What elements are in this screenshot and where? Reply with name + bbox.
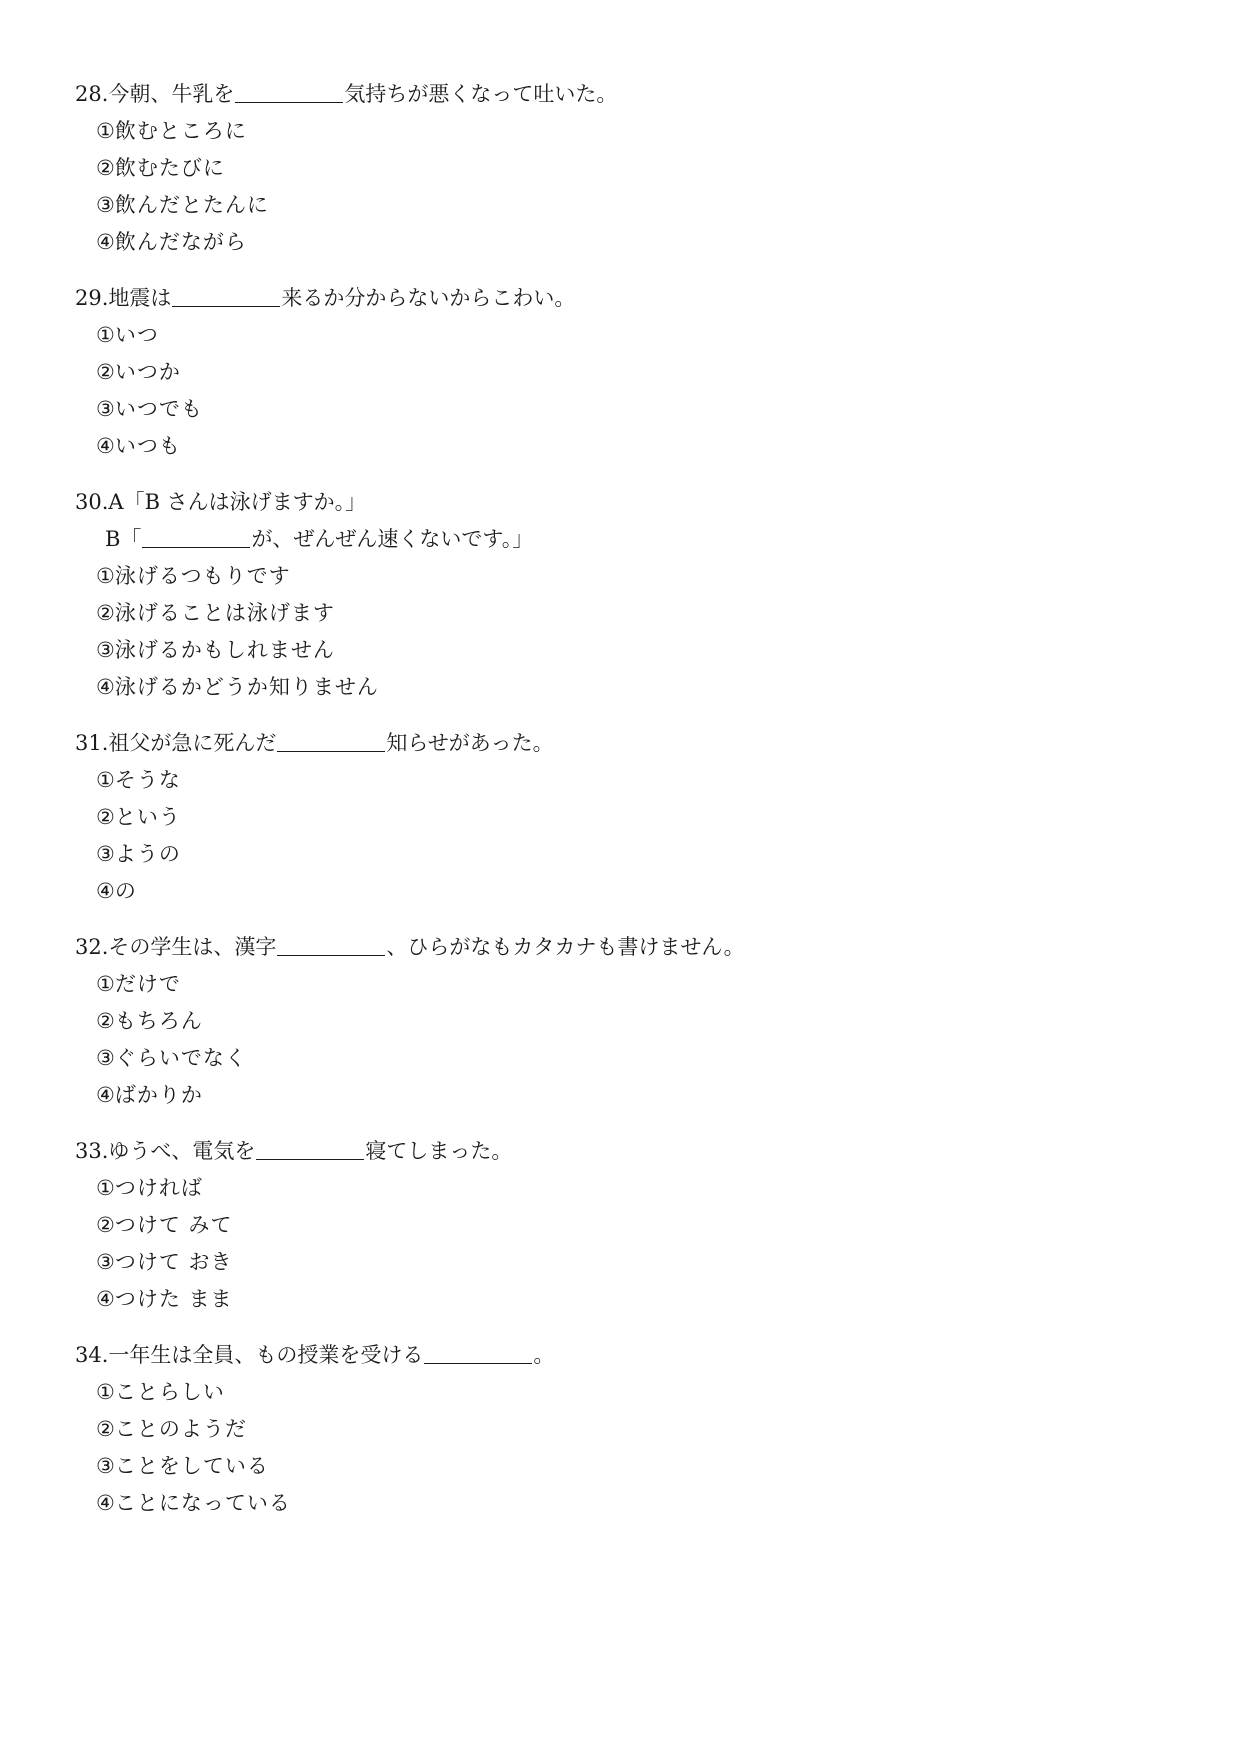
- question-30: [75, 484, 1175, 706]
- answer-blank: [277, 725, 385, 752]
- option-mark: ④: [96, 434, 115, 458]
- option-1: [75, 317, 1175, 354]
- answer-blank: [235, 76, 343, 103]
- option-2: [75, 1411, 1175, 1448]
- question-number: 31.: [75, 731, 109, 755]
- stem-after-blank: 気持ちが悪くなって吐いた。: [344, 82, 618, 106]
- option-mark: ②: [96, 601, 115, 625]
- option-text: だけで: [114, 972, 181, 996]
- stem-before-blank: その学生は、漢字: [108, 935, 277, 959]
- question-number: 34.: [75, 1343, 109, 1367]
- question-stem: [75, 484, 1175, 521]
- option-text: 飲むところに: [114, 119, 247, 143]
- question-stem: [75, 1133, 1175, 1170]
- question-stem: [75, 725, 1175, 762]
- option-mark: ②: [96, 1009, 115, 1033]
- option-2: [75, 354, 1175, 391]
- option-text: 飲んだながら: [114, 230, 247, 254]
- option-2: [75, 150, 1175, 187]
- option-1: [75, 1374, 1175, 1411]
- question-number: 29.: [75, 286, 109, 310]
- option-mark: ③: [96, 193, 115, 217]
- option-text: という: [114, 805, 181, 829]
- option-4: [75, 873, 1175, 910]
- option-mark: ②: [96, 805, 115, 829]
- option-text: ばかりか: [114, 1083, 203, 1107]
- option-text: いつでも: [114, 397, 203, 421]
- option-mark: ②: [96, 1417, 115, 1441]
- option-4: [75, 1281, 1175, 1318]
- question-stem: [75, 280, 1175, 317]
- option-1: [75, 966, 1175, 1003]
- option-mark: ①: [96, 564, 115, 588]
- option-3: [75, 632, 1175, 669]
- answer-blank: [172, 280, 280, 307]
- option-text: の: [114, 879, 137, 903]
- option-mark: ①: [96, 768, 115, 792]
- option-4: [75, 224, 1175, 261]
- option-text: つけた まま: [114, 1287, 233, 1311]
- option-text: いつ: [114, 323, 159, 347]
- option-mark: ③: [96, 1250, 115, 1274]
- option-text: ようの: [114, 842, 181, 866]
- option-mark: ④: [96, 1491, 115, 1515]
- option-mark: ①: [96, 1380, 115, 1404]
- option-mark: ①: [96, 972, 115, 996]
- option-text: 泳げることは泳げます: [114, 601, 335, 625]
- worksheet: [75, 76, 1175, 1541]
- option-mark: ①: [96, 119, 115, 143]
- question-number: 28.: [75, 82, 109, 106]
- stem-after-blank: 寝てしまった。: [365, 1139, 513, 1163]
- stem-after-blank: 来るか分からないからこわい。: [281, 286, 576, 310]
- question-stem: [75, 76, 1175, 113]
- option-text: つけて おき: [114, 1250, 233, 1274]
- option-mark: ①: [96, 323, 115, 347]
- question-31: [75, 725, 1175, 910]
- option-text: もちろん: [114, 1009, 203, 1033]
- option-2: [75, 1003, 1175, 1040]
- option-3: [75, 1040, 1175, 1077]
- question-34: [75, 1337, 1175, 1522]
- option-text: ことのようだ: [114, 1417, 247, 1441]
- question-number: 33.: [75, 1139, 109, 1163]
- stem-after-blank: 知らせがあった。: [386, 731, 554, 755]
- stem-before-blank: 今朝、牛乳を: [108, 82, 235, 106]
- dialogue-line-a: A「B さんは泳げますか。」: [108, 490, 367, 514]
- question-28: [75, 76, 1175, 261]
- answer-blank: [142, 521, 250, 548]
- option-text: いつか: [114, 360, 181, 384]
- option-3: [75, 187, 1175, 224]
- option-2: [75, 595, 1175, 632]
- stem-after-blank: が、ぜんぜん速くないです。」: [251, 527, 534, 551]
- option-mark: ④: [96, 230, 115, 254]
- question-33: [75, 1133, 1175, 1318]
- option-mark: ④: [96, 1287, 115, 1311]
- stem-before-blank: ゆうべ、電気を: [108, 1139, 256, 1163]
- option-mark: ②: [96, 156, 115, 180]
- option-mark: ④: [96, 1083, 115, 1107]
- dialogue-line-b: [75, 521, 1175, 558]
- option-mark: ③: [96, 842, 115, 866]
- option-3: [75, 1448, 1175, 1485]
- option-mark: ②: [96, 360, 115, 384]
- stem-after-blank: 、ひらがなもカタカナも書けません。: [386, 935, 745, 959]
- answer-blank: [424, 1337, 532, 1364]
- option-text: ことをしている: [114, 1454, 269, 1478]
- answer-blank: [256, 1133, 364, 1160]
- option-text: 泳げるかもしれません: [114, 638, 335, 662]
- option-mark: ④: [96, 879, 115, 903]
- question-stem: [75, 1337, 1175, 1374]
- stem-before-blank: 一年生は全員、もの授業を受ける: [108, 1343, 424, 1367]
- option-text: つければ: [114, 1176, 203, 1200]
- option-text: つけて みて: [114, 1213, 233, 1237]
- stem-before-blank: B「: [105, 527, 142, 551]
- stem-after-blank: 。: [533, 1343, 555, 1367]
- question-29: [75, 280, 1175, 465]
- question-32: [75, 929, 1175, 1114]
- option-text: そうな: [114, 768, 181, 792]
- option-mark: ④: [96, 675, 115, 699]
- option-4: [75, 428, 1175, 465]
- option-text: ことらしい: [114, 1380, 225, 1404]
- question-stem: [75, 929, 1175, 966]
- option-1: [75, 1170, 1175, 1207]
- option-mark: ①: [96, 1176, 115, 1200]
- option-1: [75, 113, 1175, 150]
- stem-before-blank: 祖父が急に死んだ: [108, 731, 277, 755]
- question-number: 30.: [75, 490, 109, 514]
- option-mark: ②: [96, 1213, 115, 1237]
- option-text: 泳げるかどうか知りません: [114, 675, 379, 699]
- option-text: ぐらいでなく: [114, 1046, 247, 1070]
- option-3: [75, 391, 1175, 428]
- option-1: [75, 762, 1175, 799]
- option-4: [75, 669, 1175, 706]
- option-text: 泳げるつもりです: [114, 564, 291, 588]
- option-4: [75, 1485, 1175, 1522]
- option-text: いつも: [114, 434, 181, 458]
- option-3: [75, 1244, 1175, 1281]
- option-4: [75, 1077, 1175, 1114]
- option-mark: ③: [96, 1454, 115, 1478]
- option-text: ことになっている: [114, 1491, 291, 1515]
- option-text: 飲んだとたんに: [114, 193, 269, 217]
- option-mark: ③: [96, 638, 115, 662]
- answer-blank: [277, 929, 385, 956]
- stem-before-blank: 地震は: [108, 286, 172, 310]
- option-3: [75, 836, 1175, 873]
- option-mark: ③: [96, 1046, 115, 1070]
- option-mark: ③: [96, 397, 115, 421]
- question-number: 32.: [75, 935, 109, 959]
- option-text: 飲むたびに: [114, 156, 225, 180]
- option-1: [75, 558, 1175, 595]
- option-2: [75, 799, 1175, 836]
- option-2: [75, 1207, 1175, 1244]
